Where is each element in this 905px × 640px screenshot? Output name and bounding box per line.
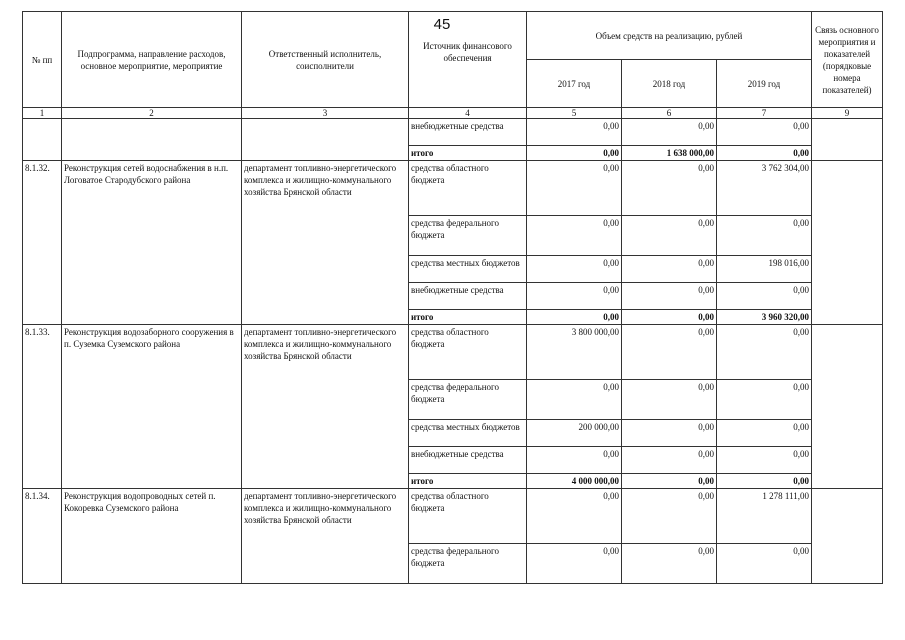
funding-table: [22, 11, 883, 584]
activity-name: Реконструкция водопроводных сетей п. Кокоревка Суземского района: [62, 489, 242, 584]
activity-name: Реконструкция сетей водоснабжения в н.п. Логоватое Стародубского района: [62, 161, 242, 325]
amount-cell: 0,00: [527, 380, 622, 420]
source-label: средства федерального бюджета: [409, 380, 527, 420]
amount-cell: 0,00: [622, 474, 717, 489]
amount-cell: 1 278 111,00: [717, 489, 812, 544]
amount-cell: 0,00: [717, 283, 812, 310]
header-no: № пп: [23, 12, 62, 108]
amount-cell: 0,00: [717, 544, 812, 584]
header-year: 2018 год: [622, 60, 717, 108]
header-source: Источник финансового обеспечения: [409, 12, 527, 108]
header-year: 2019 год: [717, 60, 812, 108]
column-index: 6: [622, 108, 717, 119]
header-link: Связь основного мероприятия и показателей (порядковые номера показателей): [812, 12, 883, 108]
amount-cell: 0,00: [717, 325, 812, 380]
amount-cell: 0,00: [717, 216, 812, 256]
amount-cell: 0,00: [527, 119, 622, 146]
amount-cell: 0,00: [622, 325, 717, 380]
amount-cell: 0,00: [622, 380, 717, 420]
source-label: средства федерального бюджета: [409, 216, 527, 256]
amount-cell: 200 000,00: [527, 420, 622, 447]
source-label: внебюджетные средства: [409, 283, 527, 310]
amount-cell: 0,00: [527, 146, 622, 161]
amount-cell: 0,00: [527, 256, 622, 283]
header-program: Подпрограмма, направление расходов, основное мероприятие, мероприятие: [62, 12, 242, 108]
source-label: средства областного бюджета: [409, 489, 527, 544]
amount-cell: 0,00: [622, 161, 717, 216]
column-index: 2: [62, 108, 242, 119]
amount-cell: 0,00: [717, 420, 812, 447]
column-index: 9: [812, 108, 883, 119]
amount-cell: 0,00: [717, 146, 812, 161]
header-responsible: Ответственный исполнитель, соисполнители: [242, 12, 409, 108]
amount-cell: 0,00: [622, 256, 717, 283]
column-index: 7: [717, 108, 812, 119]
amount-cell: 0,00: [622, 310, 717, 325]
column-index: 3: [242, 108, 409, 119]
amount-cell: 0,00: [527, 283, 622, 310]
source-label: средства местных бюджетов: [409, 420, 527, 447]
amount-cell: 0,00: [622, 119, 717, 146]
source-label: итого: [409, 474, 527, 489]
source-label: средства областного бюджета: [409, 161, 527, 216]
amount-cell: 0,00: [717, 380, 812, 420]
table-row: [23, 489, 883, 544]
amount-cell: 3 960 320,00: [717, 310, 812, 325]
amount-cell: 0,00: [527, 489, 622, 544]
responsible-executor: департамент топливно-энергетического комплекса и жилищно-коммунального хозяйства Брянской области: [242, 161, 409, 325]
amount-cell: 3 800 000,00: [527, 325, 622, 380]
source-label: средства местных бюджетов: [409, 256, 527, 283]
amount-cell: 0,00: [717, 474, 812, 489]
source-label: итого: [409, 310, 527, 325]
source-label: внебюджетные средства: [409, 119, 527, 146]
row-number: 8.1.32.: [23, 161, 62, 325]
table-row: [23, 161, 883, 216]
amount-cell: 4 000 000,00: [527, 474, 622, 489]
amount-cell: 0,00: [527, 310, 622, 325]
responsible-executor: департамент топливно-энергетического комплекса и жилищно-коммунального хозяйства Брянской области: [242, 325, 409, 489]
amount-cell: 0,00: [622, 447, 717, 474]
row-number: 8.1.34.: [23, 489, 62, 584]
amount-cell: 0,00: [717, 119, 812, 146]
amount-cell: 0,00: [622, 216, 717, 256]
page-number: 45: [433, 16, 451, 33]
column-index: 4: [409, 108, 527, 119]
amount-cell: 0,00: [527, 544, 622, 584]
column-index-row: [23, 108, 883, 119]
source-label: средства областного бюджета: [409, 325, 527, 380]
source-label: внебюджетные средства: [409, 447, 527, 474]
source-label: средства федерального бюджета: [409, 544, 527, 584]
amount-cell: 0,00: [527, 161, 622, 216]
amount-cell: 0,00: [622, 283, 717, 310]
column-index: 1: [23, 108, 62, 119]
source-label: итого: [409, 146, 527, 161]
activity-name: Реконструкция водозаборного сооружения в п. Суземка Суземского района: [62, 325, 242, 489]
amount-cell: 0,00: [622, 544, 717, 584]
table-row: [23, 119, 883, 146]
responsible-executor: департамент топливно-энергетического комплекса и жилищно-коммунального хозяйства Брянской области: [242, 489, 409, 584]
amount-cell: 0,00: [622, 489, 717, 544]
table-row: [23, 325, 883, 380]
row-number: 8.1.33.: [23, 325, 62, 489]
amount-cell: 198 016,00: [717, 256, 812, 283]
header-volume: Объем средств на реализацию, рублей: [527, 12, 812, 60]
column-index: 5: [527, 108, 622, 119]
header-year: 2017 год: [527, 60, 622, 108]
amount-cell: 1 638 000,00: [622, 146, 717, 161]
amount-cell: 0,00: [527, 447, 622, 474]
amount-cell: 0,00: [717, 447, 812, 474]
amount-cell: 0,00: [622, 420, 717, 447]
amount-cell: 3 762 304,00: [717, 161, 812, 216]
amount-cell: 0,00: [527, 216, 622, 256]
